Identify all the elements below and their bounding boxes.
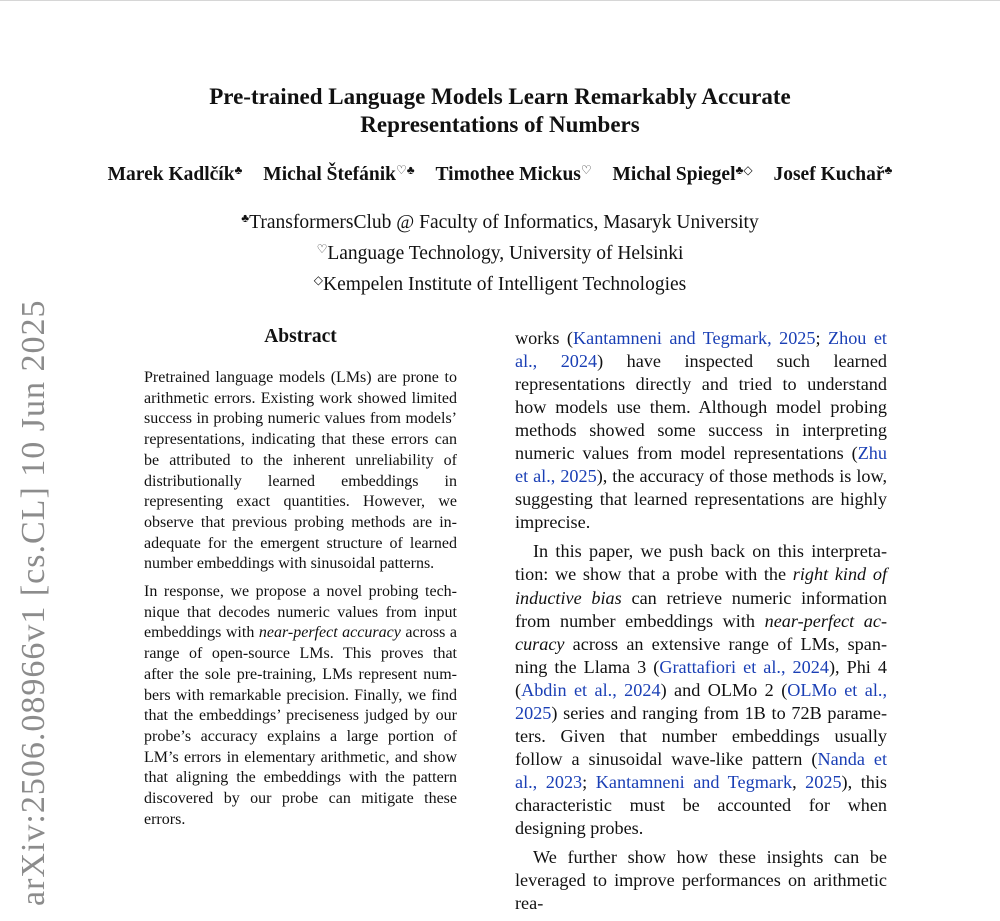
- text-run: ) and OLMo 2 (: [660, 679, 788, 700]
- emphasis: near-perfect accuracy: [258, 624, 401, 642]
- paper-title: [100, 83, 900, 139]
- page-top-border: [0, 0, 1000, 1]
- emphasis: near-perfect accuracy: [515, 610, 887, 654]
- intro-paragraph-2: [515, 540, 887, 840]
- text-run: In response, we propose a novel probing technique that decodes numeric values from input embeddings with: [144, 583, 457, 642]
- text-run: ), this characteristic must be accounted for when designing probes.: [515, 771, 887, 838]
- affiliation-text: TransformersClub @ Faculty of Informatics, Masaryk University: [249, 212, 759, 233]
- text-run: works (: [515, 328, 573, 348]
- affiliation-mark: ♣: [241, 211, 250, 225]
- text-run: In this paper, we push back on this interpretation: we show that a probe with the: [515, 541, 887, 585]
- author-name: Josef Kuchař: [773, 164, 885, 185]
- text-run: can retrieve numeric information from number embeddings with: [515, 587, 887, 631]
- citation-link[interactable]: Zhu et al., 2025: [515, 443, 887, 487]
- text-run: ,: [792, 771, 806, 792]
- abstract-heading: Abstract: [264, 326, 337, 347]
- affiliation-mark: ♡: [316, 242, 328, 256]
- affiliation-list: [150, 205, 850, 298]
- citation-link[interactable]: 2025: [805, 771, 842, 792]
- author: [613, 164, 753, 185]
- title-line-1: Pre-trained Language Models Learn Remarkably Accurate: [209, 84, 791, 109]
- author: [773, 164, 892, 185]
- text-run: ;: [815, 328, 828, 348]
- affiliation: [150, 236, 850, 267]
- citation-link[interactable]: Nanda et al., 2023: [515, 748, 888, 792]
- text-run: ), the accuracy of those methods is low, suggesting that learned representations are highly imprecise.: [515, 466, 887, 533]
- author: [108, 164, 243, 185]
- introduction-column: [515, 327, 887, 921]
- citation-link[interactable]: Zhou et al., 2024: [515, 328, 887, 372]
- text-run: ) series and ranging from 1B to 72B parameters. Given that number embeddings usually follow a sinusoidal wave-like pattern (: [515, 702, 887, 769]
- citation-link[interactable]: OLMo et al., 2025: [515, 679, 888, 723]
- intro-paragraph-3: [515, 846, 887, 915]
- author-affiliation-marks: ♣: [884, 163, 893, 177]
- emphasis: right kind of inductive bias: [515, 564, 887, 608]
- citation-link[interactable]: Kantamneni and Tegmark: [595, 771, 793, 792]
- abstract-paragraph-1: Pretrained language models (LMs) are prone to arithmetic errors. Existing work showed limited success in probing numeric values from models’ representations, indicating that these errors can be attributed to the inherent unreliability of distributionally learned embeddings in representing exact quantities. However, we observe that previous probing methods are inadequate for the emergent structure of learned number embeddings with sinusoidal patterns.: [144, 369, 457, 573]
- affiliation-text: Kempelen Institute of Intelligent Technologies: [322, 274, 687, 295]
- text-run: We further show how these insights can be leveraged to improve performances on arithmetic rea-: [515, 847, 887, 914]
- text-run: across a range of open-source LMs. This proves that after the sole pre-training, LMs represent numbers with remarkable precision. Finally, we find that the embeddings’ preciseness judged by our probe’s accuracy explains a large portion of LM’s errors in elementary arithmetic, and show that aligning the embeddings with the pattern discovered by our probe can mitigate these errors.: [144, 624, 458, 828]
- author-name: Timothee Mickus: [435, 164, 581, 185]
- citation-link[interactable]: Grattafiori et al., 2024: [659, 656, 829, 677]
- affiliation-text: Language Technology, University of Helsinki: [327, 243, 684, 264]
- author: [436, 164, 592, 185]
- abstract-body: [144, 368, 457, 837]
- author-name: Marek Kadlčík: [107, 164, 235, 185]
- text-run: ), Phi 4 (: [515, 656, 887, 700]
- text-run: ;: [582, 771, 596, 792]
- citation-link[interactable]: Abdin et al., 2024: [521, 679, 661, 700]
- affiliation-mark: ◇: [313, 273, 323, 287]
- author-list: [80, 163, 920, 186]
- author-affiliation-marks: ♣◇: [735, 163, 753, 177]
- text-run: ) have inspected such learned representations directly and tried to understand how models use them. Although model probing methods showed some success in interpreting numeric values from model representations (: [515, 351, 887, 464]
- text-run: across an extensive range of LMs, spanning the Llama 3 (: [515, 633, 887, 677]
- citation-link[interactable]: Kantamneni and Tegmark, 2025: [572, 328, 816, 348]
- affiliation: [150, 267, 850, 298]
- author-affiliation-marks: ♡: [580, 163, 592, 177]
- affiliation: [150, 205, 850, 236]
- author: [263, 164, 414, 185]
- author-affiliation-marks: ♡♣: [396, 163, 415, 177]
- author-affiliation-marks: ♣: [234, 163, 243, 177]
- arxiv-stamp: arXiv:2506.08966v1 [cs.CL] 10 Jun 2025: [15, 299, 52, 906]
- title-line-2: Representations of Numbers: [360, 112, 640, 137]
- intro-paragraph-1: [515, 327, 887, 534]
- abstract-paragraph-2: [144, 582, 457, 830]
- author-name: Michal Spiegel: [612, 164, 736, 185]
- author-name: Michal Štefánik: [263, 164, 397, 185]
